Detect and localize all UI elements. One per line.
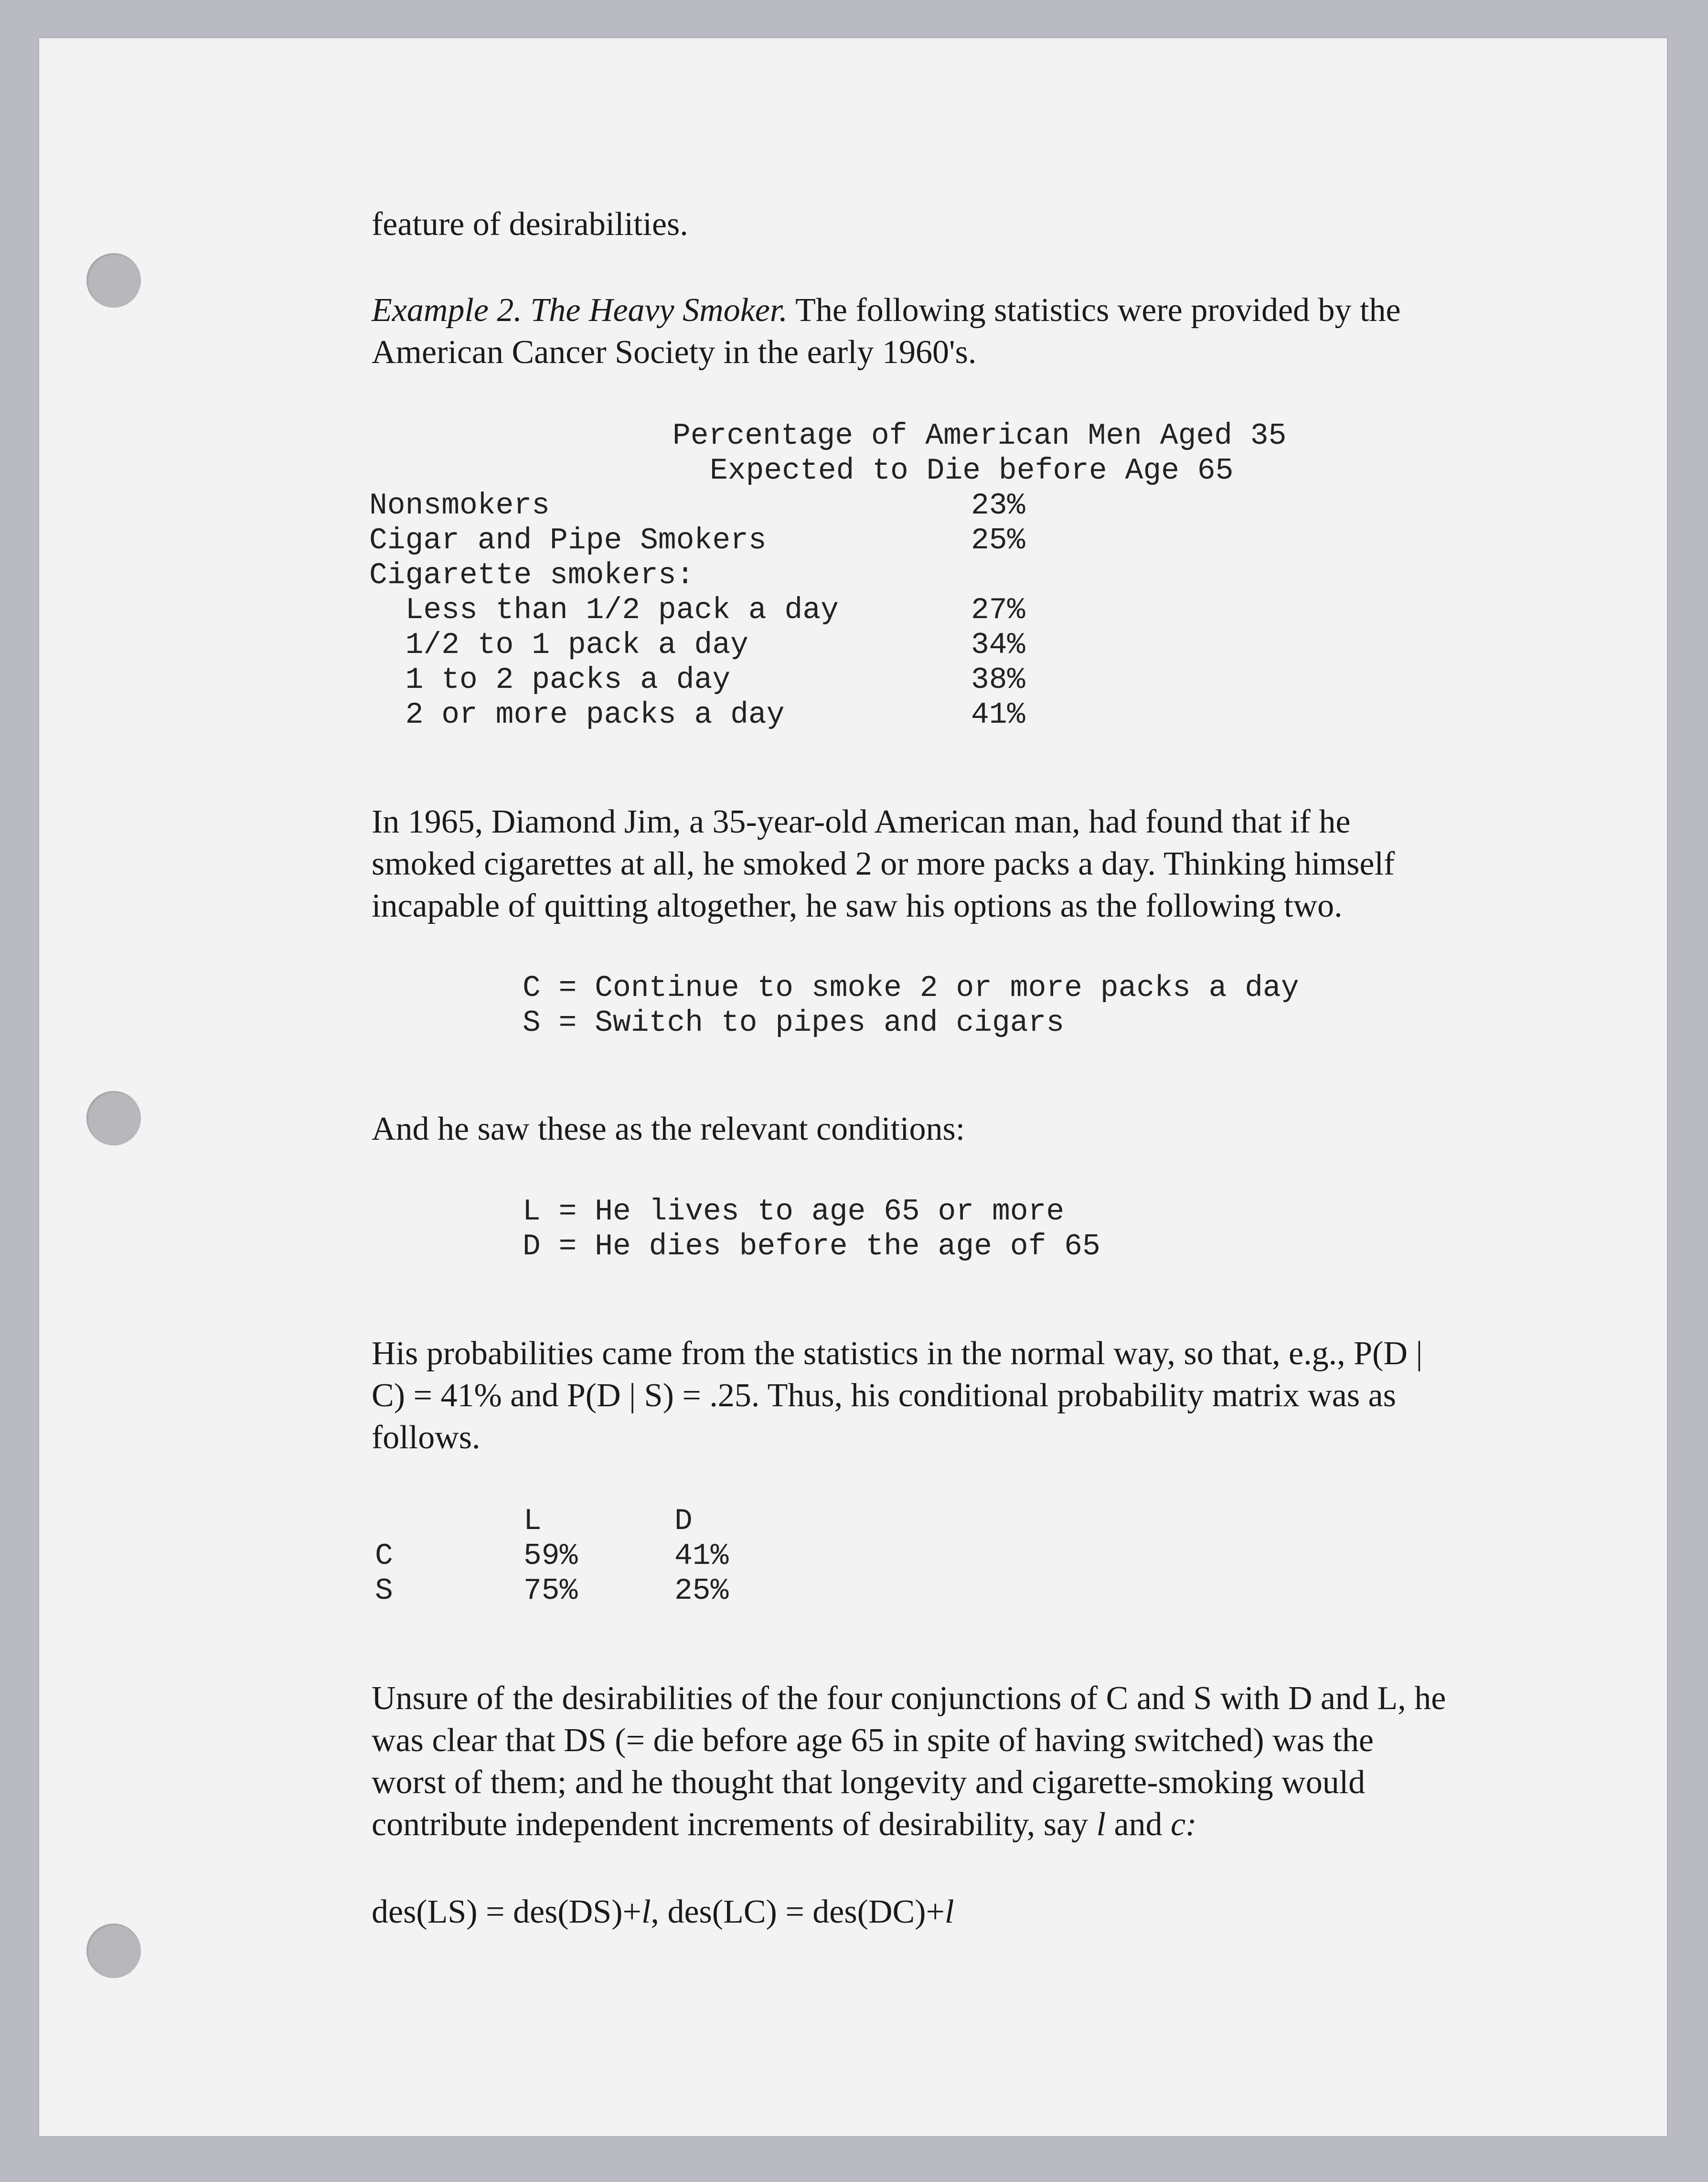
- paragraph-unsure-4: [372, 1804, 1196, 1846]
- matrix-cell: 25%: [674, 1574, 729, 1608]
- binder-hole-middle: [86, 1091, 141, 1145]
- example-title-line: [372, 289, 1401, 332]
- formula-var-l-1: l: [641, 1893, 651, 1930]
- stats-row-value: 38%: [971, 663, 1025, 697]
- condition-dies: D = He dies before the age of 65: [523, 1230, 1100, 1263]
- paragraph-probabilities-1: His probabilities came from the statistics in the normal way, so that, e.g., P(D |: [372, 1335, 1423, 1372]
- formula-var-l-2: l: [944, 1893, 954, 1930]
- matrix-col-header-l: L: [523, 1504, 542, 1538]
- formula-line: [372, 1891, 954, 1933]
- stats-row-value: 27%: [971, 593, 1025, 627]
- paragraph-diamond-jim-1: In 1965, Diamond Jim, a 35-year-old American man, had found that if he: [372, 803, 1351, 840]
- stats-row-label: Cigar and Pipe Smokers: [369, 524, 767, 557]
- stats-row-label: Less than 1/2 pack a day: [369, 593, 839, 627]
- matrix-cell: 41%: [674, 1539, 729, 1573]
- stats-table-header-1: Percentage of American Men Aged 35: [673, 419, 1287, 453]
- binder-hole-bottom: [86, 1924, 141, 1978]
- paragraph-diamond-jim-2: smoked cigarettes at all, he smoked 2 or more packs a day. Thinking himself: [372, 845, 1395, 882]
- binder-hole-top: [86, 253, 141, 308]
- variable-l: l: [1096, 1806, 1106, 1843]
- paragraph-unsure-2: was clear that DS (= die before age 65 in spite of having switched) was the: [372, 1722, 1374, 1759]
- paragraph-feature: feature of desirabilities.: [372, 206, 688, 243]
- formula-part-1: des(LS) = des(DS)+: [372, 1893, 641, 1930]
- stats-row-value: 25%: [971, 524, 1025, 557]
- stats-row-label: 2 or more packs a day: [369, 698, 785, 732]
- stats-row-label: Nonsmokers: [369, 489, 550, 523]
- example-intro-line-2: American Cancer Society in the early 1960's.: [372, 334, 977, 371]
- matrix-row-label: C: [375, 1539, 393, 1573]
- variable-c: c:: [1171, 1806, 1197, 1843]
- paragraph-diamond-jim-3: incapable of quitting altogether, he saw his options as the following two.: [372, 888, 1343, 924]
- stats-table-header-2: Expected to Die before Age 65: [710, 454, 1234, 488]
- option-continue: C = Continue to smoke 2 or more packs a day: [523, 971, 1299, 1005]
- paragraph-unsure-3: worst of them; and he thought that longevity and cigarette-smoking would: [372, 1764, 1366, 1801]
- stats-row-value: 41%: [971, 698, 1025, 732]
- unsure-text: contribute independent increments of desirability, say: [372, 1806, 1097, 1843]
- matrix-col-header-d: D: [674, 1504, 693, 1538]
- stats-row-label: 1 to 2 packs a day: [369, 663, 731, 697]
- condition-lives: L = He lives to age 65 or more: [523, 1195, 1065, 1229]
- paragraph-probabilities-3: follows.: [372, 1419, 480, 1456]
- formula-part-2: , des(LC) = des(DC)+: [651, 1893, 945, 1930]
- example-intro-text: The following statistics were provided by the: [787, 292, 1401, 329]
- stats-row-label: Cigarette smokers:: [369, 558, 694, 592]
- paragraph-unsure-1: Unsure of the desirabilities of the four conjunctions of C and S with D and L, he: [372, 1680, 1446, 1717]
- paragraph-probabilities-2: C) = 41% and P(D | S) = .25. Thus, his conditional probability matrix was as: [372, 1377, 1396, 1414]
- unsure-and: and: [1105, 1806, 1171, 1843]
- stats-row-value: 34%: [971, 628, 1025, 662]
- stats-row-value: 23%: [971, 489, 1025, 523]
- option-switch: S = Switch to pipes and cigars: [523, 1006, 1065, 1040]
- matrix-cell: 59%: [523, 1539, 578, 1573]
- paragraph-conditions-intro: And he saw these as the relevant conditions:: [372, 1111, 965, 1147]
- matrix-cell: 75%: [523, 1574, 578, 1608]
- example-title: Example 2. The Heavy Smoker.: [372, 292, 788, 329]
- stats-row-label: 1/2 to 1 pack a day: [369, 628, 748, 662]
- matrix-row-label: S: [375, 1574, 393, 1608]
